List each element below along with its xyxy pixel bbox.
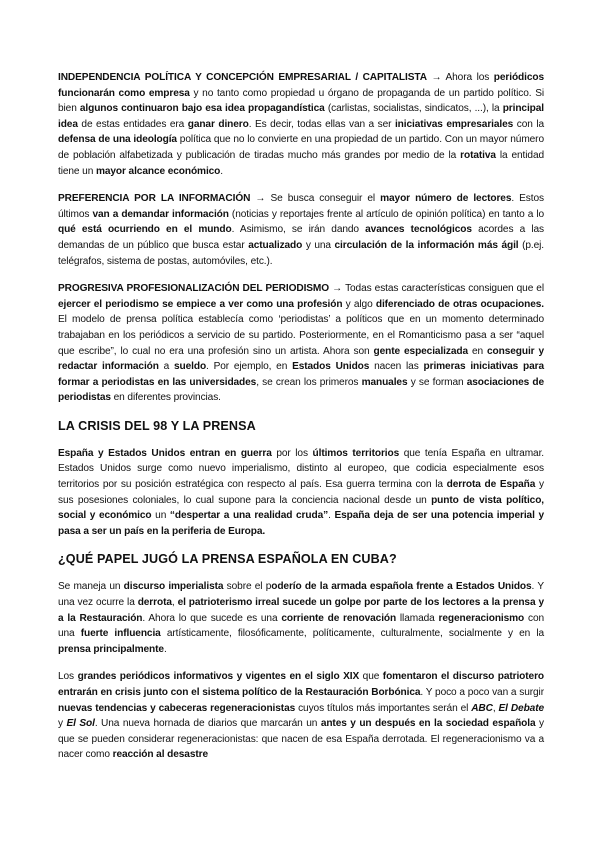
paragraph-grandes-periodicos: Los grandes periódicos informativos y vigentes en el siglo XIX que fomentaron el discurso patriotero entrarán en crisis junto con el sistema político de la Restauración Borbónica. Y poco a poco van a surgir nuevas tendencias y cabeceras regeneracionistas cuyos títulos más importantes serán el ABC, El Debate y El Sol. Una nueva hornada de diarios que marcarán un antes y un después en la sociedad española y que se pueden considerar regeneracionistas: que nacen de esa España derrotada. El regeneracionismo va a nacer como reacción al desastre <box>58 671 544 761</box>
newspaper-title-el-sol: El Sol <box>66 718 95 730</box>
heading-prensa-cuba: ¿QUÉ PAPEL JUGÓ LA PRENSA ESPAÑOLA EN CUBA? <box>58 552 397 567</box>
heading-crisis-98: LA CRISIS DEL 98 Y LA PRENSA <box>58 418 256 433</box>
section-title-profesionalizacion: PROGRESIVA PROFESIONALIZACIÓN DEL PERIODISMO <box>58 283 330 295</box>
section-title-preferencia: PREFERENCIA POR LA INFORMACIÓN <box>58 193 251 205</box>
newspaper-title-el-debate: El Debate <box>498 702 544 714</box>
paragraph-independencia: INDEPENDENCIA POLÍTICA Y CONCEPCIÓN EMPRESARIAL / CAPITALISTA → Ahora los periódicos funcionarán como empresa y no tanto como propiedad u órgano de propaganda de un partido político. Si bien algunos continuaron bajo esa idea propagandística (carlistas, socialistas, sindicatos, ...), la principal idea de estas entidades era ganar dinero. Es decir, todas ellas van a ser iniciativas empresariales con la defensa de una ideología política que no lo convierte en una propiedad de un partido. Con un mayor número de población alfabetizada y publicación de tiradas mucho más grandes por medio de la rotativa la entidad tiene un mayor alcance económico. <box>58 72 545 177</box>
paragraph-preferencia: PREFERENCIA POR LA INFORMACIÓN → Se busca conseguir el mayor número de lectores. Estos últimos van a demandar información (noticias y reportajes frente al artículo de opinión política) en tanto a lo qué está ocurriendo en el mundo. Asimismo, se irán dando avances tecnológicos acordes a las demandas de un público que busca estar actualizado y una circulación de la información más ágil (p.ej. telégrafos, sistema de postas, automóviles, etc.). <box>58 193 545 267</box>
paragraph-crisis: España y Estados Unidos entran en guerra por los últimos territorios que tenía España en ultramar. Estados Unidos surge como nuevo imperialismo, distinto al europeo, que codicia especialmente esos territorios por su posición estratégica con respecto al país. Esa guerra termina con la derrota de España y sus posesiones coloniales, lo cual supone para la conciencia nacional desde un punto de vista político, social y económico un “despertar a una realidad cruda”. España deja de ser una potencia imperial y pasa a ser un país en la periferia de Europa. <box>58 447 544 537</box>
newspaper-title-abc: ABC <box>471 702 493 714</box>
paragraph-profesionalizacion: PROGRESIVA PROFESIONALIZACIÓN DEL PERIODISMO → Todas estas características consiguen que el ejercer el periodismo se empiece a ver como una profesión y algo diferenciado de otras ocupaciones. El modelo de prensa política establecía como ‘periodistas’ a políticos que en un momento determinado trabajaban en los periódicos a servicio de su partido. Posteriormente, en el Romanticismo pasa a ser “aquel que escribe”, lo cual no era una profesión sino un artista. Ahora son gente especializada en conseguir y redactar información a sueldo. Por ejemplo, en Estados Unidos nacen las primeras iniciativas para formar a periodistas en las universidades, se crean los primeros manuales y se forman asociaciones de periodistas en diferentes provincias. <box>58 283 545 404</box>
document-page <box>58 70 544 775</box>
section-title-independencia: INDEPENDENCIA POLÍTICA Y CONCEPCIÓN EMPRESARIAL / CAPITALISTA <box>58 72 427 83</box>
paragraph-discurso-imperialista: Se maneja un discurso imperialista sobre el poderío de la armada española frente a Estados Unidos. Y una vez ocurre la derrota, el patrioterismo irreal sucede un golpe por parte de los lectores a la prensa y a la Restauración. Ahora lo que sucede es una corriente de renovación llamada regeneracionismo con una fuerte influencia artísticamente, filosóficamente, políticamente, culturalmente, socialmente y en la prensa principalmente. <box>58 581 545 655</box>
